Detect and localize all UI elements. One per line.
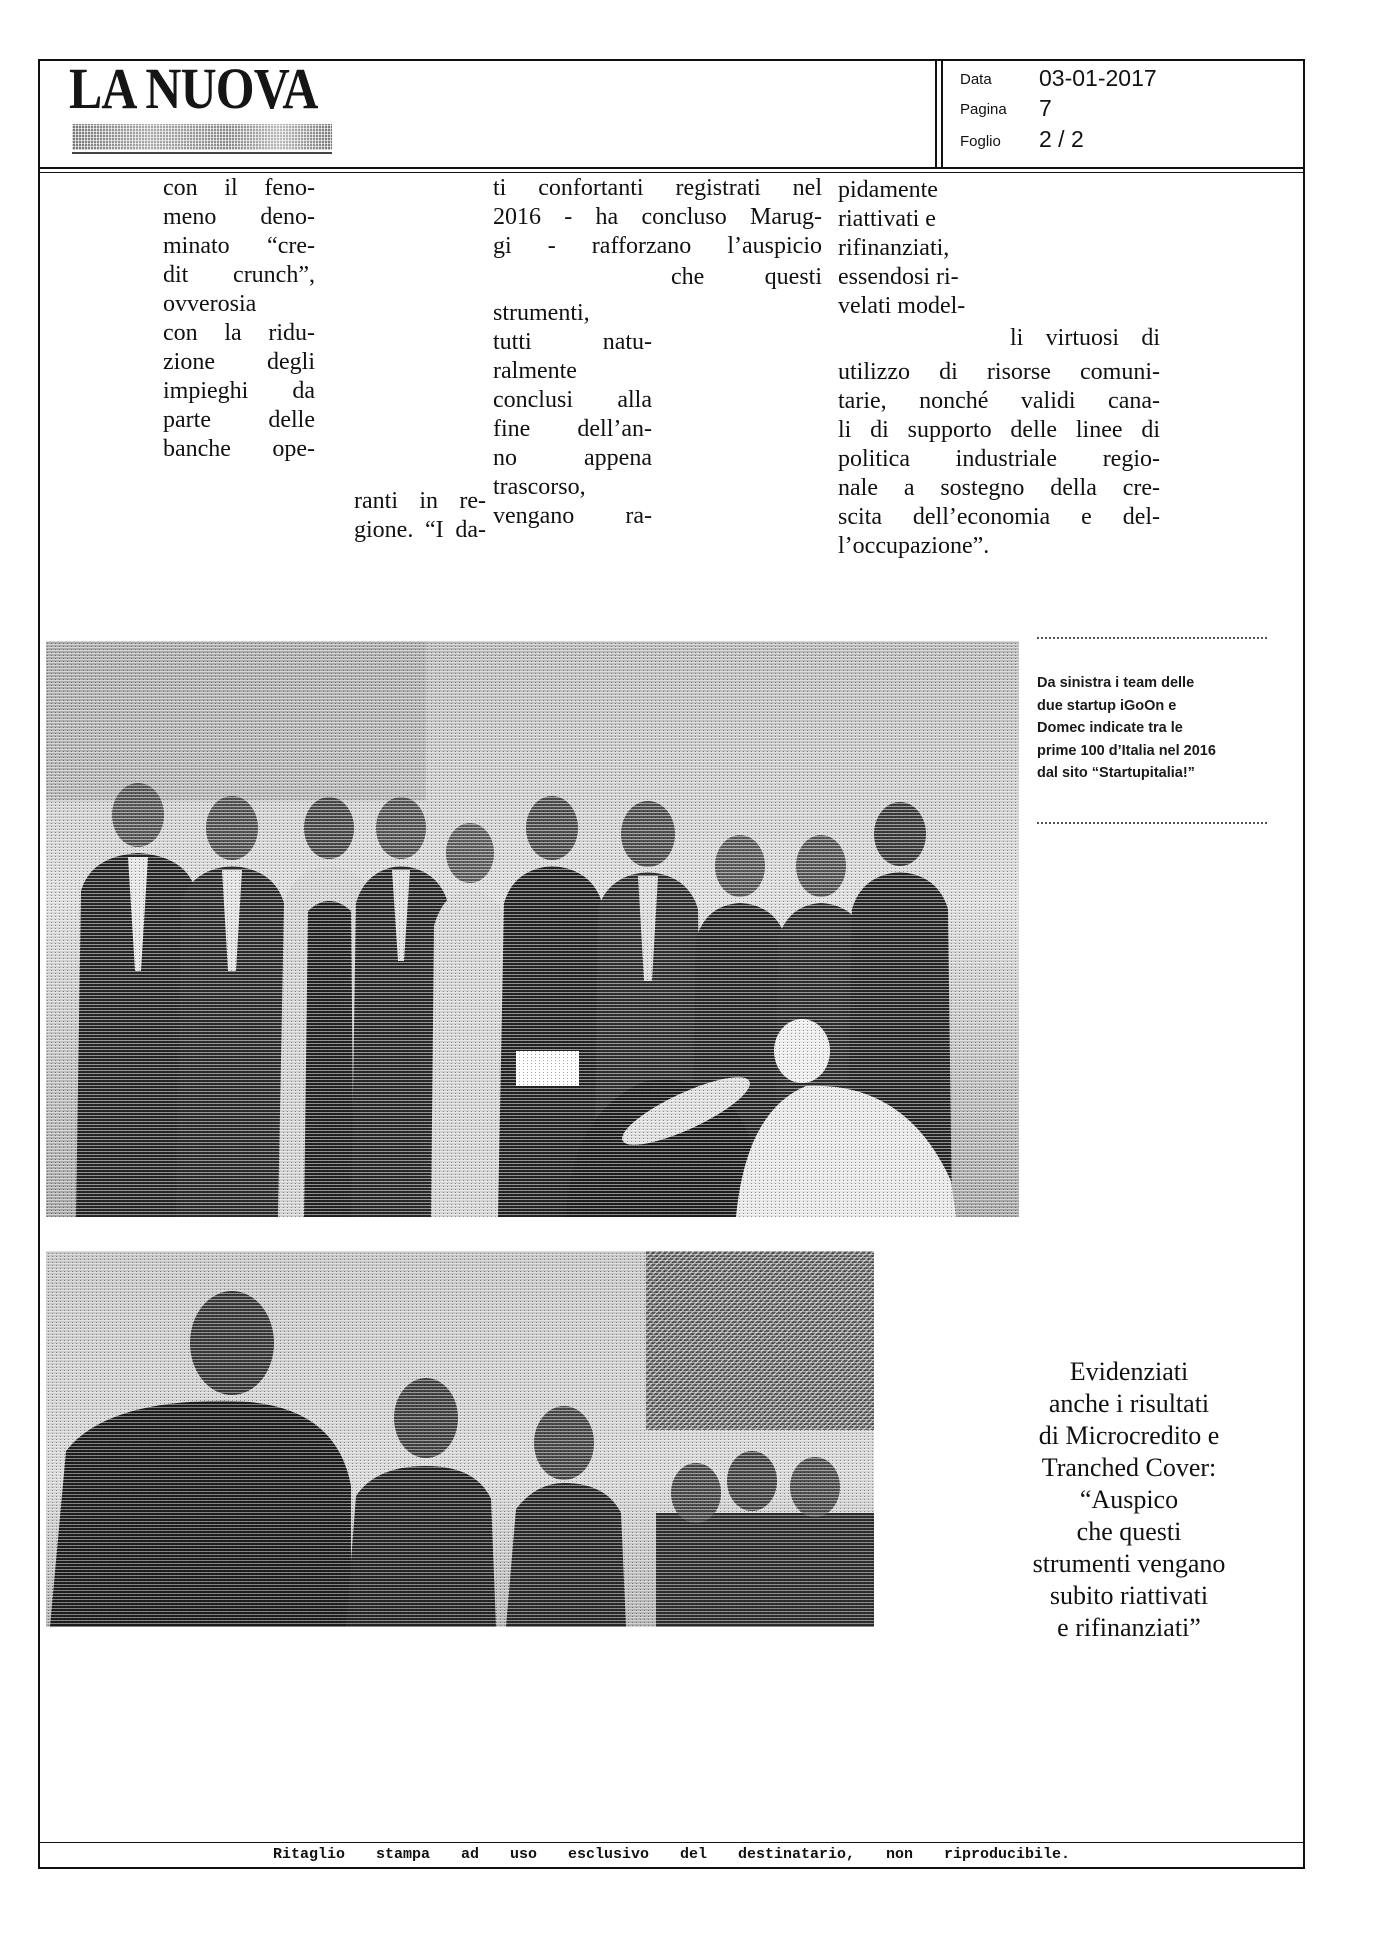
article-column-4-right bbox=[1010, 324, 1160, 353]
caption-line: dal sito “Startupitalia!” bbox=[1037, 765, 1195, 782]
text-line: rifinanziati, bbox=[838, 235, 950, 261]
text-line: ovverosia bbox=[163, 291, 257, 317]
text-line: tarie, nonché validi cana- bbox=[838, 388, 1160, 414]
article-column-3-wide bbox=[493, 174, 822, 261]
photo-caption bbox=[1037, 672, 1269, 785]
caption-top-rule bbox=[1037, 637, 1267, 639]
text-line: ralmente bbox=[493, 358, 577, 384]
pull-quote bbox=[966, 1356, 1292, 1644]
header-divider-right bbox=[941, 59, 943, 169]
text-line: tutti natu- bbox=[493, 329, 652, 355]
text-line: pidamente bbox=[838, 177, 938, 203]
text-line: gione. “I da- bbox=[354, 517, 486, 543]
text-line: banche ope- bbox=[163, 436, 315, 462]
footer-rule bbox=[38, 1842, 1305, 1843]
text-line: ti confortanti registrati nel bbox=[493, 175, 822, 201]
page-label: Pagina bbox=[960, 101, 1007, 118]
date-value: 03-01-2017 bbox=[1039, 65, 1157, 91]
logo-subtitle-strip bbox=[72, 124, 332, 150]
text-line: li di supporto delle linee di bbox=[838, 417, 1160, 443]
text-line: essendosi ri- bbox=[838, 264, 959, 290]
text-line: l’occupazione”. bbox=[838, 533, 990, 559]
pull-quote-line: Tranched Cover: bbox=[1041, 1453, 1217, 1482]
article-column-3-right bbox=[671, 263, 822, 292]
footer-notice: Ritaglio stampa ad uso esclusivo del destinatario, non riproducibile. bbox=[272, 1846, 1071, 1863]
text-line: che questi bbox=[671, 264, 822, 290]
article-column-4-bottom bbox=[838, 358, 1160, 561]
logo-rule bbox=[72, 152, 332, 154]
text-line: vengano ra- bbox=[493, 503, 652, 529]
sheet-value: 2 / 2 bbox=[1039, 126, 1084, 152]
header-bottom-rule bbox=[38, 167, 1305, 169]
text-line: con la ridu- bbox=[163, 320, 315, 346]
pull-quote-line: anche i risultati bbox=[1048, 1389, 1210, 1418]
article-column-2 bbox=[354, 487, 486, 545]
text-line: strumenti, bbox=[493, 300, 590, 326]
text-line: trascorso, bbox=[493, 474, 586, 500]
text-line: fine dell’an- bbox=[493, 416, 652, 442]
text-line: utilizzo di risorse comuni- bbox=[838, 359, 1160, 385]
text-line: 2016 - ha concluso Marug- bbox=[493, 204, 822, 230]
team-group-photo bbox=[46, 641, 1019, 1217]
article-column-3-narrow bbox=[493, 299, 652, 531]
text-line: no appena bbox=[493, 445, 652, 471]
header-bottom-rule-inner bbox=[38, 172, 1305, 173]
caption-line: Domec indicate tra le bbox=[1037, 720, 1183, 737]
pull-quote-line: che questi bbox=[1076, 1517, 1182, 1546]
text-line: gi - rafforzano l’auspicio bbox=[493, 233, 822, 259]
caption-line: prime 100 d’Italia nel 2016 bbox=[1037, 742, 1216, 759]
caption-bottom-rule bbox=[1037, 822, 1267, 824]
text-line: scita dell’economia e del- bbox=[838, 504, 1160, 530]
text-line: li virtuosi di bbox=[1010, 325, 1160, 351]
text-line: zione degli bbox=[163, 349, 315, 375]
text-line: nale a sostegno della cre- bbox=[838, 475, 1160, 501]
text-line: impieghi da bbox=[163, 378, 315, 404]
newspaper-logo: LA NUOVA bbox=[69, 56, 318, 121]
text-line: politica industriale regio- bbox=[838, 446, 1160, 472]
caption-line: due startup iGoOn e bbox=[1037, 697, 1177, 714]
text-line: ranti in re- bbox=[354, 488, 486, 514]
text-line: dit crunch”, bbox=[163, 262, 315, 288]
sheet-label: Foglio bbox=[960, 133, 1001, 150]
text-line: riattivati e bbox=[838, 206, 936, 232]
article-column-1 bbox=[163, 174, 315, 464]
text-line: conclusi alla bbox=[493, 387, 652, 413]
text-line: parte delle bbox=[163, 407, 315, 433]
text-line: meno deno- bbox=[163, 204, 315, 230]
team-group-photo-graphic bbox=[46, 641, 1019, 1217]
caption-line: Da sinistra i team delle bbox=[1037, 675, 1195, 691]
page-value: 7 bbox=[1039, 95, 1052, 121]
conference-photo-graphic bbox=[46, 1251, 874, 1627]
header-divider-left bbox=[935, 59, 937, 169]
pull-quote-line: Evidenziati bbox=[1069, 1357, 1189, 1386]
text-line: velati model- bbox=[838, 293, 966, 319]
article-column-4-top bbox=[838, 176, 1160, 321]
pull-quote-line: subito riattivati bbox=[1049, 1581, 1209, 1610]
date-label: Data bbox=[960, 71, 992, 88]
text-line: con il feno- bbox=[163, 175, 315, 201]
pull-quote-line: e rifinanziati” bbox=[1057, 1613, 1201, 1642]
pull-quote-line: “Auspico bbox=[1079, 1485, 1179, 1514]
pull-quote-line: strumenti vengano bbox=[1032, 1549, 1226, 1578]
text-line: minato “cre- bbox=[163, 233, 315, 259]
conference-photo bbox=[46, 1251, 874, 1627]
pull-quote-line: di Microcredito e bbox=[1038, 1421, 1220, 1450]
